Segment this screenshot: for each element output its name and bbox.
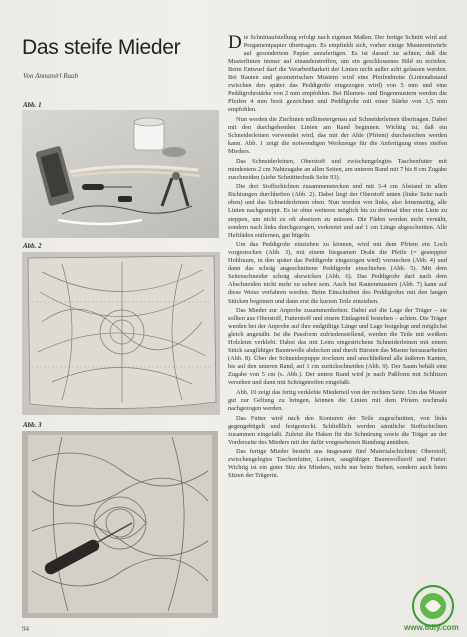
paragraph-1 xyxy=(228,34,447,114)
paragraph-1-text: ie Schnittaufstellung erfolgt nach eigenen Maßen. Der fertige Schnitt wird auf Pergamentpapier übertragen. Es empfiehlt sich, vorher einige Musterentwürfe auf gesondertem Papier anzufertigen. Es ist darauf zu achten, daß die Musterlinien immer auf einanderstreffen, um ein geschlossenes Bild zu erzielen. Beim Entwurf darf die Verarbeitbarkeit der Linien nicht außer acht gelassen werden. Bei Rauten und geometrischen Mustern wird eine Pfeifenbreite (Linienabstand zwischen den später das Peddigrohr eingezogen wird) von 5 mm und eine Peddigrohrstärke von 2 mm empfohlen. Bei Blumen- und Bogenmustern werden die Pfeifen 4 mm breit gezeichnet und Peddigrohr mit einer Stärke von 1,5 mm empfohlen. xyxy=(228,34,447,114)
paragraph-4: Die drei Stoffschichten zusammenstecken und mit 3-4 cm Abstand in allen Richtungen durchheften (Abb. 2). Dabei liegt der Oberstoff unten (linke Seite nach oben) und das Schneiderleinen oben. Nun werden von links, also leinenseitig, alle Linien nachgesteppt. Es ist ohne weiteres möglich bis zu dreimal über eine Linie zu steppen, um nicht zu oft absetzen zu müssen. Die Fäden werden nicht vernäht, sondern nach links durchgezogen, verknotet und auf 1 cm Länge abgeschnitten. Alle Heftfäden entfernen, gut bügeln. xyxy=(228,183,447,239)
paragraph-8: Das Futter wird nach den Konturen der Teile zugeschnitten, von links gegengebügelt und festgesteckt. Schließlich werden sämtliche Stoffschichten zusammen eingefaßt. Zuletzt die Haken für die Schnürung sowie die Träger an der Vorderseite des Mieders mit der dafür vorgesehenen Rundung annähen. xyxy=(228,414,447,446)
drop-cap: D xyxy=(228,32,242,53)
photo-tools xyxy=(22,110,219,238)
paragraph-7: Abb. 10 zeigt das fertig verklebte Miederteil von der rechten Seite. Um das Muster gut zur Geltung zu bringen, können die Linien mit dem Pfriem nochmals nachgezogen werden. xyxy=(228,389,447,413)
photo-awl-pattern xyxy=(22,431,218,618)
article-title: Das steife Mieder xyxy=(22,36,181,59)
paragraph-9: Das fertige Mieder besteht aus insgesamt fünf Materialschichten: Oberstoff, zwischengelegtes Taschenfutter, Leinen, saugfähiger Baumwollstoff und Futter. Wichtig ist ein guter Sitz des Mieders, nicht nur beim Stehen, sondern auch beim Sitzen der Trägerin. xyxy=(228,448,447,480)
article-author: Von Annamirl Raab xyxy=(23,72,79,80)
paragraph-3: Das Schneiderleinen, Oberstoff und zwischengelegtes Taschenfutter mit mindestens 2 cm Nahtzugabe an allen Seiten, am unteren Rand mit 7 bis 8 cm Zugabe zuschneiden (siehe Schnitttechnik Seite 93). xyxy=(228,157,447,181)
watermark-logo-icon xyxy=(411,584,455,628)
photo-basted-fabric xyxy=(22,252,220,415)
watermark-url: www.6diy.com xyxy=(404,623,459,632)
paragraph-6: Das Mieder zur Anprobe zusammenheften. Dabei auf die Lage der Träger – sie sollten aus Oberstoff, Futterstoff und einem Einlageteil bestehen – achten. Die Träger werden bei der Anprobe auf ihre endgültige Länge und Lage festgelegt und möglichst gleich angenäht. Ist die Passform zufriedenstellend, werden die Teile mit weißem Holzleim verklebt. Dabei das mit Leim eingestrichene Schneiderleinen mit einem Stück saugfähiger Baumwolle abdecken und durch Bürsten das Muster herausarbeiten (Abb. 8). Über der Schneiderpuppe trocknen und anschließend alle äußeren Kanten, bis auf den unteren Rand, auf 1 cm zurückschneiden (Abb. 9). Der Saum behält eine Zugabe von 5 cm (s. Abb.). Der untere Rand wird je nach Paßform mit Schlitzen versehen und dann mit Schrägstreifen eingefaßt. xyxy=(228,307,447,387)
caption-abb-2: Abb. 2 xyxy=(23,242,42,250)
caption-abb-1: Abb. 1 xyxy=(23,101,42,109)
paragraph-5: Um das Peddigrohr einziehen zu können, wird mit dem Pfriem ein Loch vorgestochen (Abb. 3), mit einem biegsamen Draht die Pfeife (= gesteppter Hohlraum, in den später das Peddigrohr eingezogen wird) vorstechen (Abb. 4) und dann das schräg angeschnittene Peddigrohr einschieben (Abb. 5). Mit dem Seitenschneider schräg abzwicken (Abb. 6). Das Peddigrohr darf nach dem Abschneiden nicht mehr zu sehen sein. Auch bei Rautenmustern (Abb. 7) kann auf diese Weise verfahren werden. Beim Einschieben des Peddigrohrs mit den langen Stücken beginnen und dann erst die kurzen Teile einziehen. xyxy=(228,241,447,305)
caption-abb-3: Abb. 3 xyxy=(23,421,42,429)
article-body xyxy=(228,34,447,482)
paragraph-2: Nun werden die Zierlinien millimetergenau auf Schneiderleinen übertragen. Dabei mit den durchgehenden Linien am Rand beginnen. Wichtig ist, daß ein Schneiderleinen verwendet wird, das mit der Ahle (Pfriem) durchstochen werden kann. Abb. 1 zeigt die notwendigen Werkzeuge für die Anfertigung eines steifen Mieders. xyxy=(228,115,447,156)
page-number: 94 xyxy=(22,625,29,633)
